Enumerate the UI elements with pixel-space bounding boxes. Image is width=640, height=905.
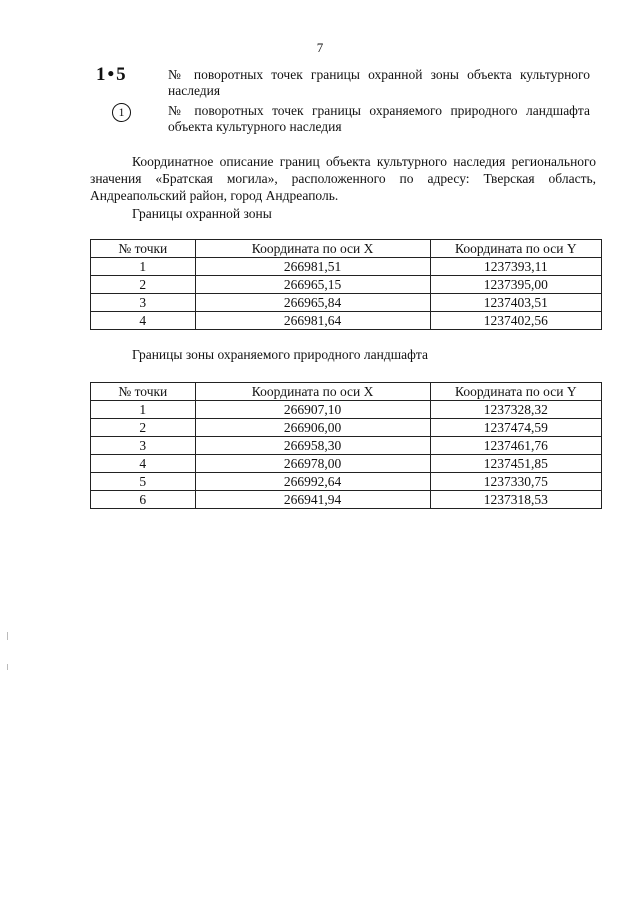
column-header: Координата по оси X	[195, 240, 430, 258]
y-coordinate-cell: 1237393,11	[430, 258, 601, 276]
protection-zone-coordinates-table	[90, 239, 602, 330]
x-coordinate-cell: 266992,64	[195, 473, 430, 491]
y-coordinate-cell: 1237461,76	[430, 437, 601, 455]
table-row	[91, 419, 602, 437]
y-coordinate-cell: 1237403,51	[430, 294, 601, 312]
point-number-cell: 2	[91, 419, 196, 437]
table-title-protection-zone: Границы охранной зоны	[132, 206, 272, 221]
point-number-cell: 3	[91, 437, 196, 455]
landscape-coordinates-table	[90, 382, 602, 509]
point-number-cell: 4	[91, 455, 196, 473]
column-header: Координата по оси X	[195, 383, 430, 401]
table-header-row	[91, 383, 602, 401]
y-coordinate-cell: 1237451,85	[430, 455, 601, 473]
y-coordinate-cell: 1237328,32	[430, 401, 601, 419]
table-row	[91, 437, 602, 455]
point-number-cell: 6	[91, 491, 196, 509]
table-header-row	[91, 240, 602, 258]
table-title-landscape: Границы зоны охраняемого природного ландшафта	[132, 347, 428, 362]
table-row	[91, 294, 602, 312]
y-coordinate-cell: 1237395,00	[430, 276, 601, 294]
legend-marker	[96, 64, 166, 85]
table-row	[91, 455, 602, 473]
table-row	[91, 258, 602, 276]
protection-zone-point-marker: 1•5	[96, 64, 128, 85]
x-coordinate-cell: 266981,64	[195, 312, 430, 330]
x-coordinate-cell: 266965,84	[195, 294, 430, 312]
table-row	[91, 401, 602, 419]
scan-speck	[7, 632, 8, 640]
point-number-cell: 1	[91, 401, 196, 419]
x-coordinate-cell: 266978,00	[195, 455, 430, 473]
point-number-cell: 1	[91, 258, 196, 276]
table-row	[91, 473, 602, 491]
x-coordinate-cell: 266906,00	[195, 419, 430, 437]
y-coordinate-cell: 1237318,53	[430, 491, 601, 509]
point-number-cell: 5	[91, 473, 196, 491]
x-coordinate-cell: 266907,10	[195, 401, 430, 419]
legend-marker	[96, 103, 166, 122]
point-number-cell: 3	[91, 294, 196, 312]
description-paragraph: Координатное описание границ объекта культурного наследия регионального значения «Братская могила», расположенного по адресу: Тверская область, Андреапольский район, город Андреаполь.	[90, 154, 596, 203]
legend-text: № поворотных точек границы охранной зоны объекта культурного наследия	[168, 67, 590, 98]
x-coordinate-cell: 266941,94	[195, 491, 430, 509]
x-coordinate-cell: 266965,15	[195, 276, 430, 294]
page-number: 7	[316, 40, 324, 55]
y-coordinate-cell: 1237474,59	[430, 419, 601, 437]
column-header: Координата по оси Y	[430, 383, 601, 401]
y-coordinate-cell: 1237330,75	[430, 473, 601, 491]
table-row	[91, 491, 602, 509]
x-coordinate-cell: 266958,30	[195, 437, 430, 455]
table-row	[91, 312, 602, 330]
column-header: № точки	[91, 240, 196, 258]
scan-speck	[7, 664, 8, 670]
legend-text: № поворотных точек границы охраняемого природного ландшафта объекта культурного наследия	[168, 103, 590, 134]
table-row	[91, 276, 602, 294]
landscape-point-circle-marker: 1	[112, 103, 131, 122]
column-header: № точки	[91, 383, 196, 401]
y-coordinate-cell: 1237402,56	[430, 312, 601, 330]
column-header: Координата по оси Y	[430, 240, 601, 258]
point-number-cell: 2	[91, 276, 196, 294]
point-number-cell: 4	[91, 312, 196, 330]
x-coordinate-cell: 266981,51	[195, 258, 430, 276]
